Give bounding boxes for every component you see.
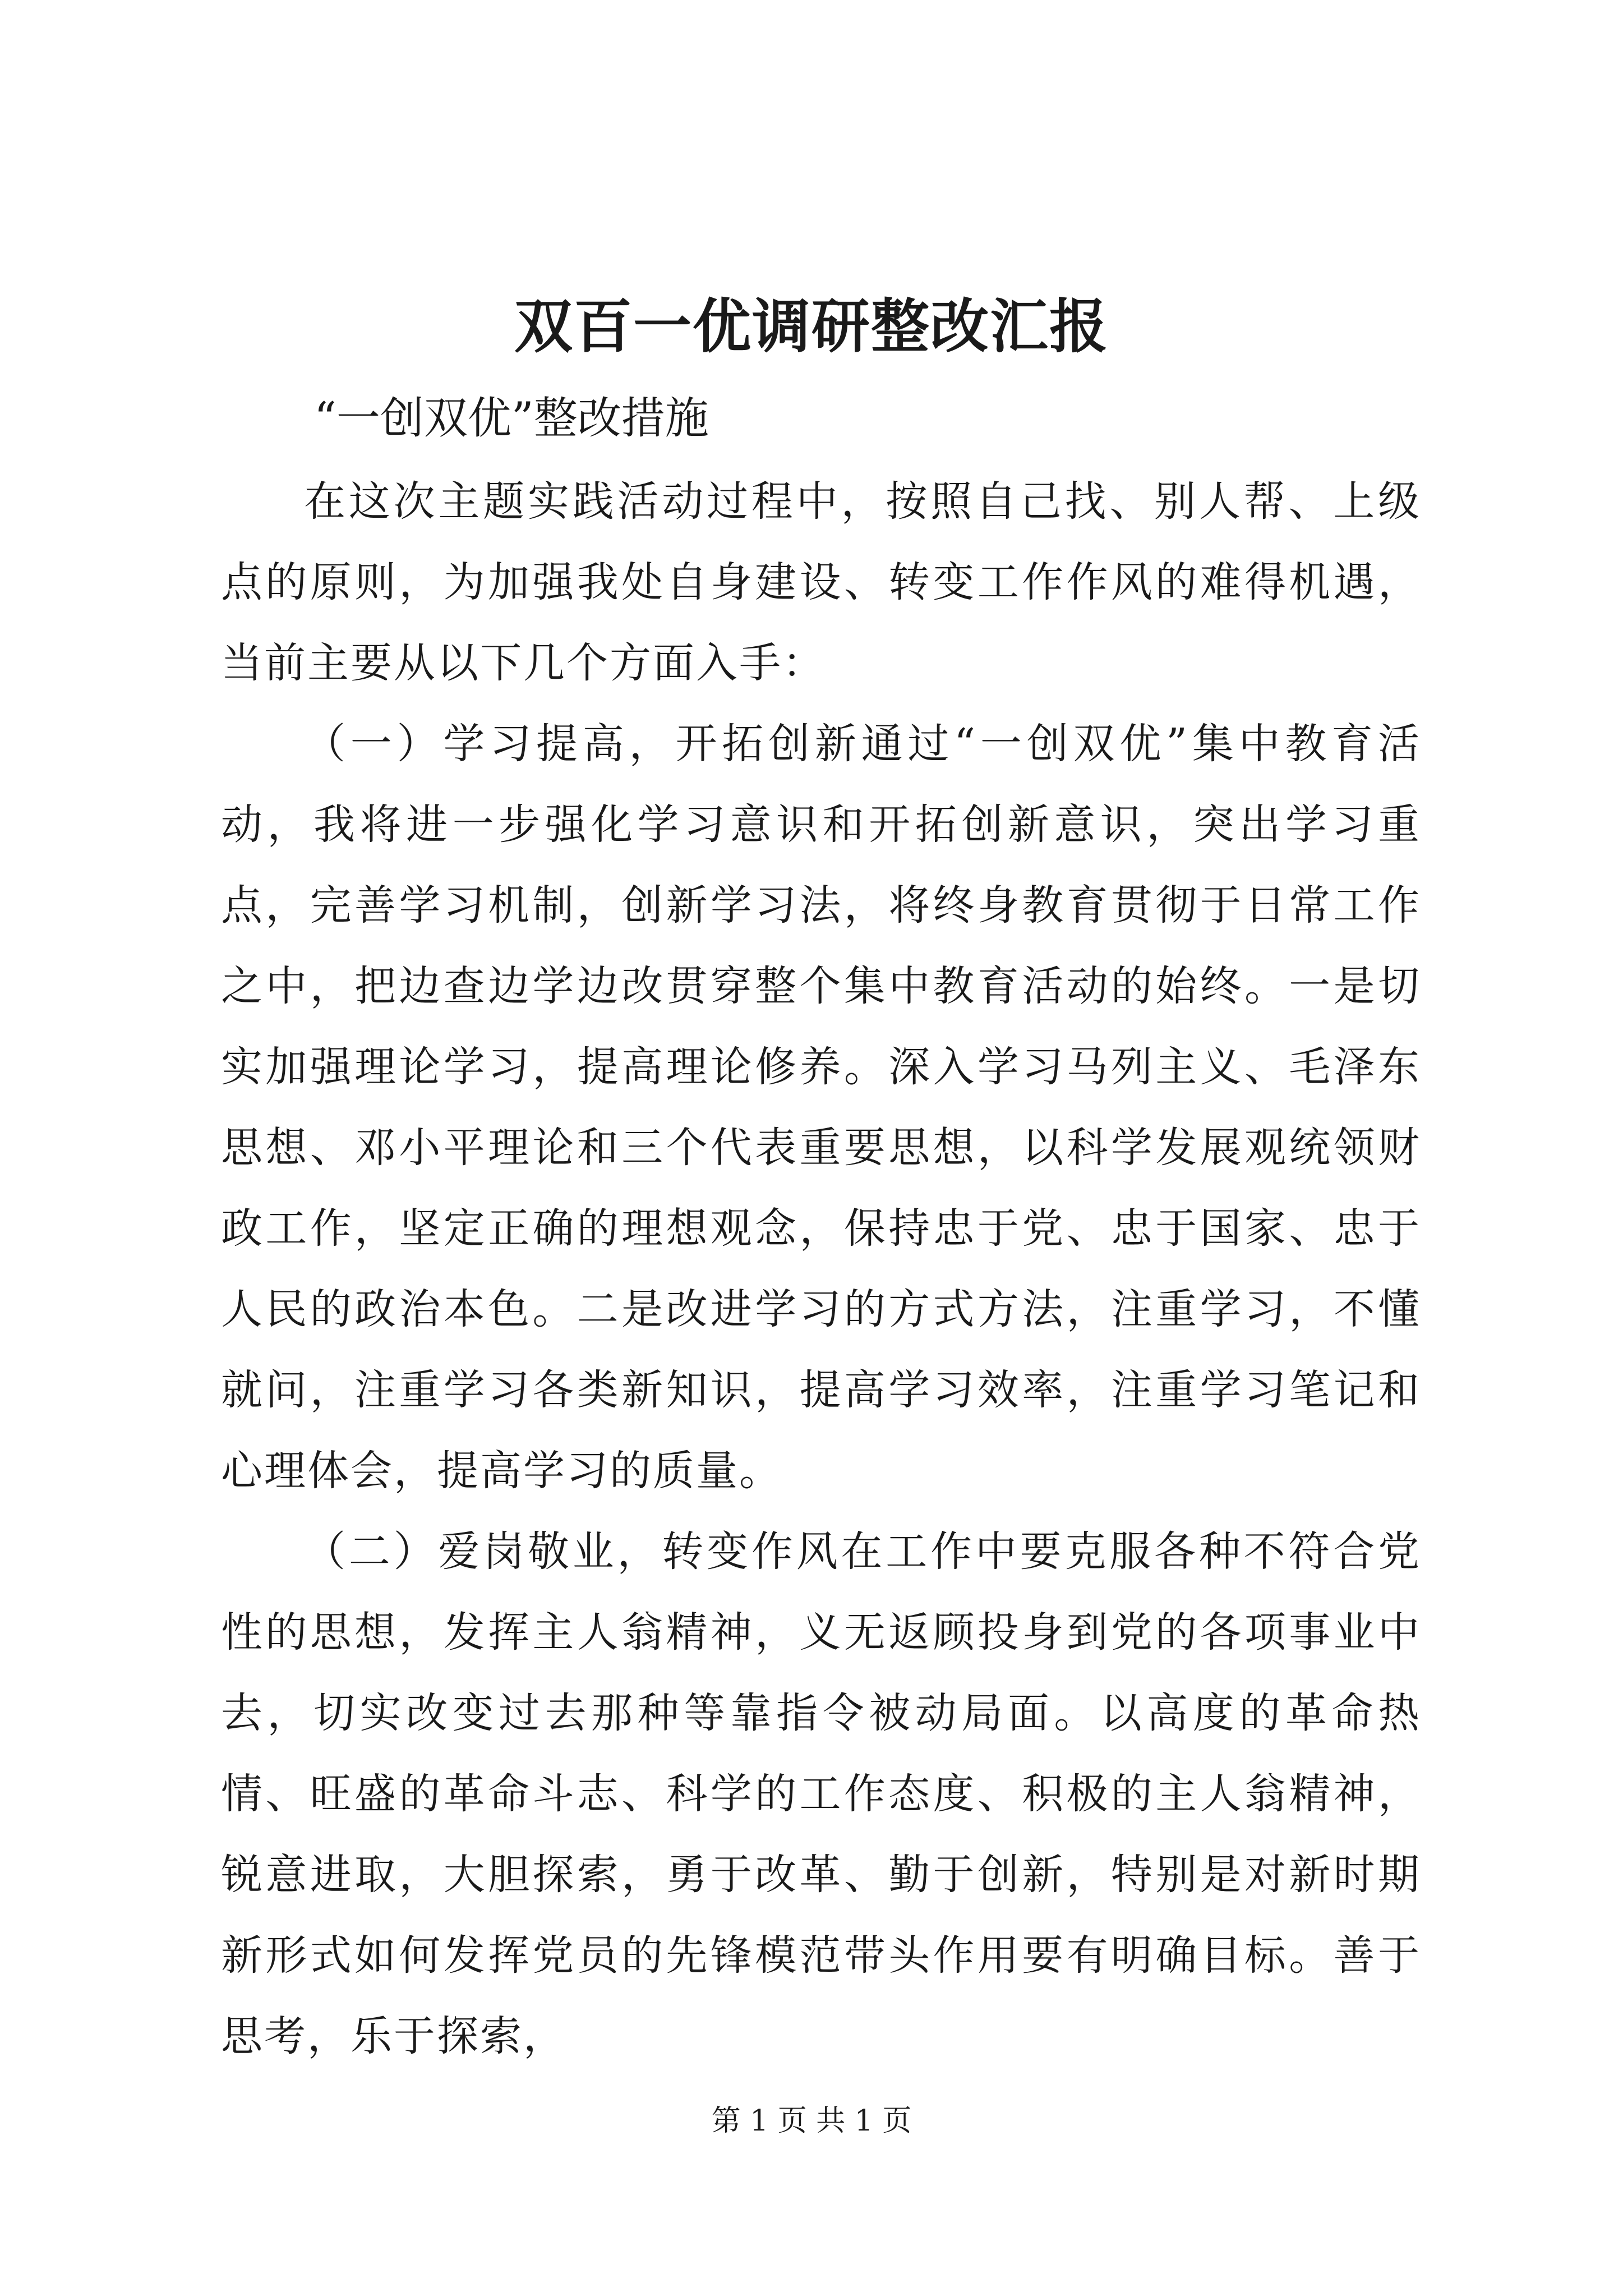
page-footer: 第 1 页 共 1 页	[711, 2104, 912, 2138]
document-body	[221, 461, 1421, 2077]
paragraph-section-2: （二）爱岗敬业，转变作风在工作中要克服各种不符合党性的思想，发挥主人翁精神，义无返顾投身到党的各项事业中去，切实改变过去那种等靠指令被动局面。以高度的革命热情、旺盛的革命斗志、科学的工作态度、积极的主人翁精神，锐意进取，大胆探索，勇于改革、勤于创新，特别是对新时期新形式如何发挥党员的先锋模范带头作用要有明确目标。善于思考，乐于探索，	[221, 1527, 1421, 2060]
document-subtitle: “一创双优”整改措施	[314, 393, 709, 444]
paragraph-section-1: （一）学习提高，开拓创新通过“一创双优”集中教育活动，我将进一步强化学习意识和开拓创新意识，突出学习重点，完善学习机制，创新学习法，将终身教育贯彻于日常工作之中，把边查边学边改贯穿整个集中教育活动的始终。一是切实加强理论学习，提高理论修养。深入学习马列主义、毛泽东思想、邓小平理论和三个代表重要思想，以科学发展观统领财政工作，坚定正确的理想观念，保持忠于党、忠于国家、忠于人民的政治本色。二是改进学习的方式方法，注重学习，不懂就问，注重学习各类新知识，提高学习效率，注重学习笔记和心理体会，提高学习的质量。	[221, 720, 1421, 1495]
document-title: 双百一优调研整改汇报	[514, 292, 1109, 361]
paragraph-intro: 在这次主题实践活动过程中，按照自己找、别人帮、上级点的原则，为加强我处自身建设、转变工作作风的难得机遇，当前主要从以下几个方面入手：	[221, 477, 1421, 687]
